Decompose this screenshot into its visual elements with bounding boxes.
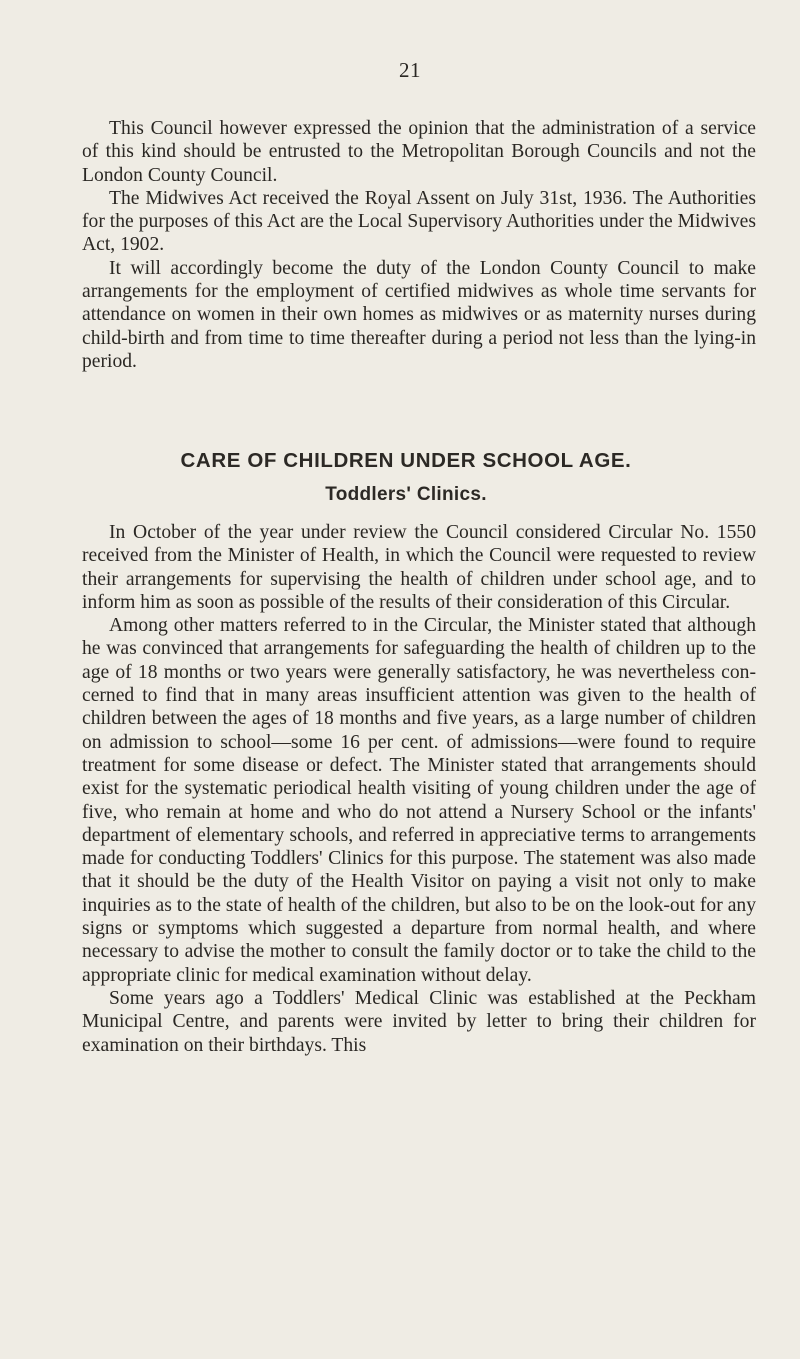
- section-title: CARE OF CHILDREN UNDER SCHOOL AGE.: [180, 449, 632, 472]
- paragraph: This Council however expressed the opinion that the administration of a service of this kind should be entrusted to the Metropolitan Borough Councils and not the London County Council.: [82, 118, 756, 186]
- page-number: 21: [399, 58, 421, 82]
- paragraph: Some years ago a Toddlers' Medical Clinic was established at the Peckham Municipal Centre, and parents were invited by letter to bring their children for examination on their birthdays. This: [82, 987, 756, 1056]
- body-text-top: [82, 117, 756, 373]
- subsection-title: Toddlers' Clinics.: [325, 484, 487, 505]
- paragraph: It will accordingly become the duty of the London County Council to make arrangements for the employment of certified midwives as whole time servants for attendance on women in their own homes as midwives or as maternity nurses during child-birth and from time to time thereafter during a period not less than the lying-in period.: [82, 257, 756, 372]
- paragraph: In October of the year under review the Council considered Circular No. 1550 received from the Minister of Health, in which the Council were requested to review their arrangements for supervising the health of children under school age, and to inform him as soon as possible of the results of their consideration of this Circular.: [82, 522, 756, 613]
- body-text-bottom: [82, 521, 756, 1057]
- paragraph: The Midwives Act received the Royal Assent on July 31st, 1936. The Authorities for the purposes of this Act are the Local Supervisory Authorities under the Midwives Act, 1902.: [82, 187, 756, 256]
- paragraph: Among other matters referred to in the Circular, the Minister stated that although he was convinced that arrangements for safeguarding the health of children up to the age of 18 months or two years were generally satisfactory, he was nevertheless concerned to find that in many areas insufficient attention was given to the health of children between the ages of 18 months and five years, as a large number of children on admission to school—some 16 per cent. of admissions—were found to require treatment for some disease or defect. The Minister stated that arrangements should exist for the systematic periodical health visiting of young children under the age of five, who remain at home and who do not attend a Nursery School or the infants' department of elementary schools, and referred in appreciative terms to arrangements made for conducting Toddlers' Clinics for this purpose. The statement was also made that it should be the duty of the Health Visitor on paying a visit not only to make inquiries as to the state of health of the children, but also to be on the look-out for any signs or symptoms which suggested a departure from normal health, and where necessary to advise the mother to consult the family doctor or to take the child to the appropriate clinic for medical examination without delay.: [82, 615, 756, 986]
